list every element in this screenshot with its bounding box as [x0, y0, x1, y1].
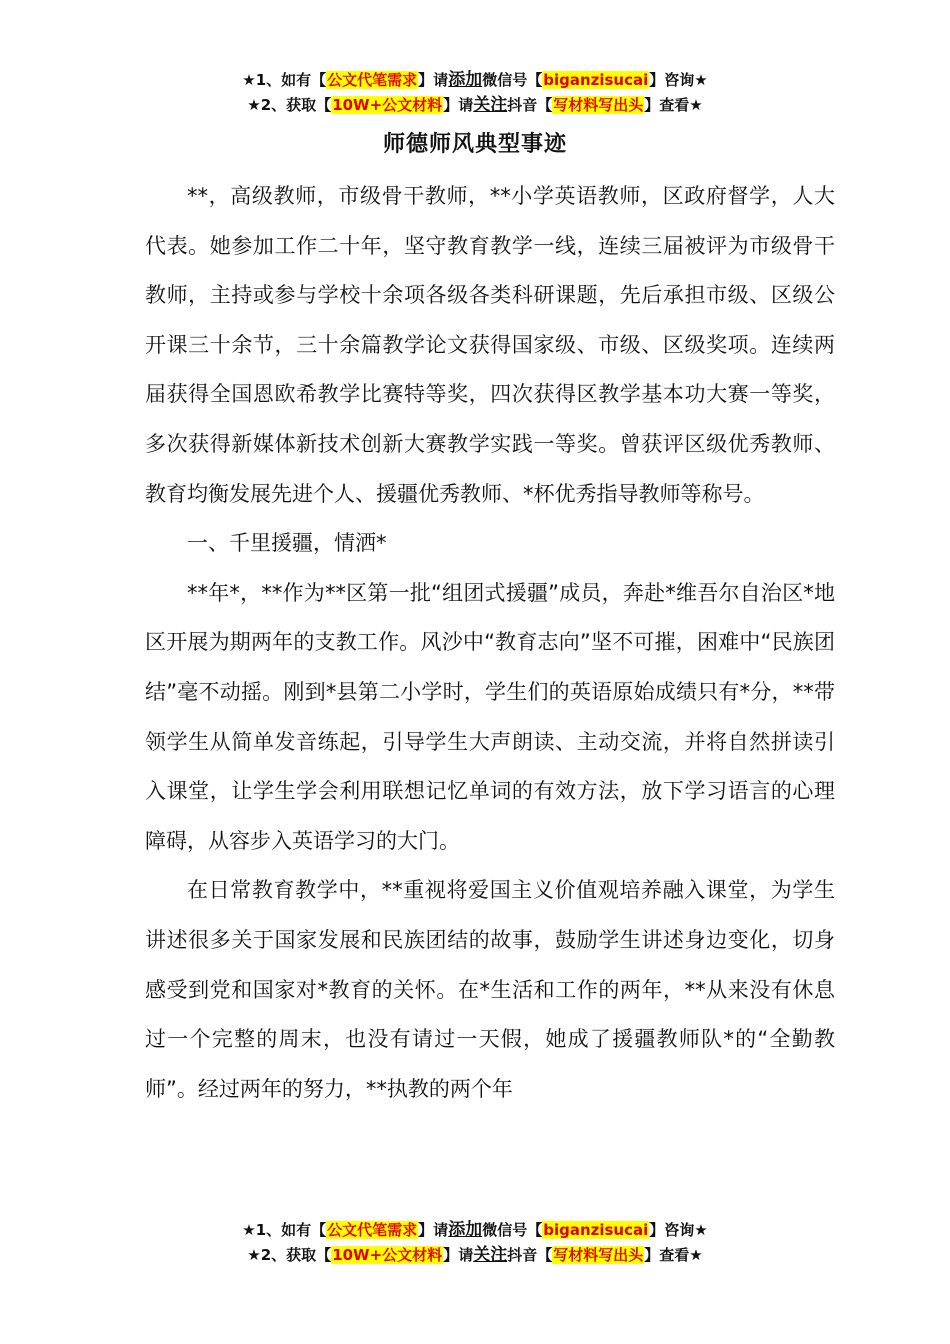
- banner-text: 】请: [443, 96, 474, 114]
- banner-line-2: [0, 1243, 950, 1268]
- banner-highlight: 10W+公文材料: [332, 96, 443, 114]
- banner-underline: 添加: [448, 70, 483, 90]
- banner-text: 抖音【: [507, 1246, 553, 1264]
- section-paragraph: **年*，**作为**区第一批“组团式援疆”成员，奔赴*维吾尔自治区*地区开展为期两年的支教工作。风沙中“教育志向”坚不可摧，困难中“民族团结”毫不动摇。刚到*县第二小学时，学生们的英语原始成绩只有*分，**带领学生从简单发音练起，引导学生大声朗读、主动交流，并将自然拼读引入课堂，让学生学会利用联想记忆单词的有效方法，放下学习语言的心理障碍，从容步入英语学习的大门。: [145, 580, 835, 853]
- document-body: [145, 172, 835, 1114]
- banner-text: ★1、如有【: [242, 1221, 327, 1239]
- intro-paragraph: **，高级教师，市级骨干教师，**小学英语教师，区政府督学，人大代表。她参加工作二十年，坚守教育教学一线，连续三届被评为市级骨干教师，主持或参与学校十余项各级各类科研课题，先后承担市级、区级公开课三十余节，三十余篇教学论文获得国家级、市级、区级奖项。连续两届获得全国恩欧希教学比赛特等奖，四次获得区教学基本功大赛一等奖，多次获得新媒体新技术创新大赛教学实践一等奖。曾获评区级优秀教师、教育均衡发展先进个人、援疆优秀教师、*杯优秀指导教师等称号。: [145, 184, 835, 506]
- banner-text: 】查看★: [644, 1246, 703, 1264]
- banner-text: 】请: [443, 1246, 474, 1264]
- banner-text: ★2、获取【: [247, 96, 332, 114]
- banner-line-2: [0, 93, 950, 118]
- banner-douyin-id: 写材料写出头: [553, 96, 644, 114]
- banner-highlight: 公文代笔需求: [327, 71, 418, 89]
- banner-text: 】咨询★: [649, 71, 708, 89]
- banner-text: ★1、如有【: [242, 71, 327, 89]
- header-banner: [0, 68, 950, 118]
- banner-text: ★2、获取【: [247, 1246, 332, 1264]
- banner-wechat-id: biganzisucai: [543, 71, 649, 89]
- banner-text: 抖音【: [507, 96, 553, 114]
- document-title: 师德师风典型事迹: [382, 132, 567, 157]
- banner-text: 】请: [418, 71, 449, 89]
- footer-banner: [0, 1218, 950, 1268]
- section-heading: 一、千里援疆，情洒*: [187, 531, 387, 556]
- banner-line-1: [0, 68, 950, 93]
- section-paragraph: 在日常教育教学中，**重视将爱国主义价值观培养融入课堂，为学生讲述很多关于国家发展和民族团结的故事，鼓励学生讲述身边变化，切身感受到党和国家对*教育的关怀。在*生活和工作的两年，**从来没有休息过一个完整的周末，也没有请过一天假，她成了援疆教师队*的“全勤教师”。经过两年的努力，**执教的两个年: [145, 878, 835, 1101]
- banner-text: 】咨询★: [649, 1221, 708, 1239]
- banner-highlight: 公文代笔需求: [327, 1221, 418, 1239]
- banner-underline: 添加: [448, 1220, 483, 1240]
- banner-text: 微信号【: [482, 1221, 543, 1239]
- banner-wechat-id: biganzisucai: [543, 1221, 649, 1239]
- banner-text: 】查看★: [644, 96, 703, 114]
- banner-underline: 关注: [473, 1245, 508, 1265]
- banner-text: 】请: [418, 1221, 449, 1239]
- banner-underline: 关注: [473, 95, 508, 115]
- banner-highlight: 10W+公文材料: [332, 1246, 443, 1264]
- banner-line-1: [0, 1218, 950, 1243]
- banner-douyin-id: 写材料写出头: [553, 1246, 644, 1264]
- banner-text: 微信号【: [482, 71, 543, 89]
